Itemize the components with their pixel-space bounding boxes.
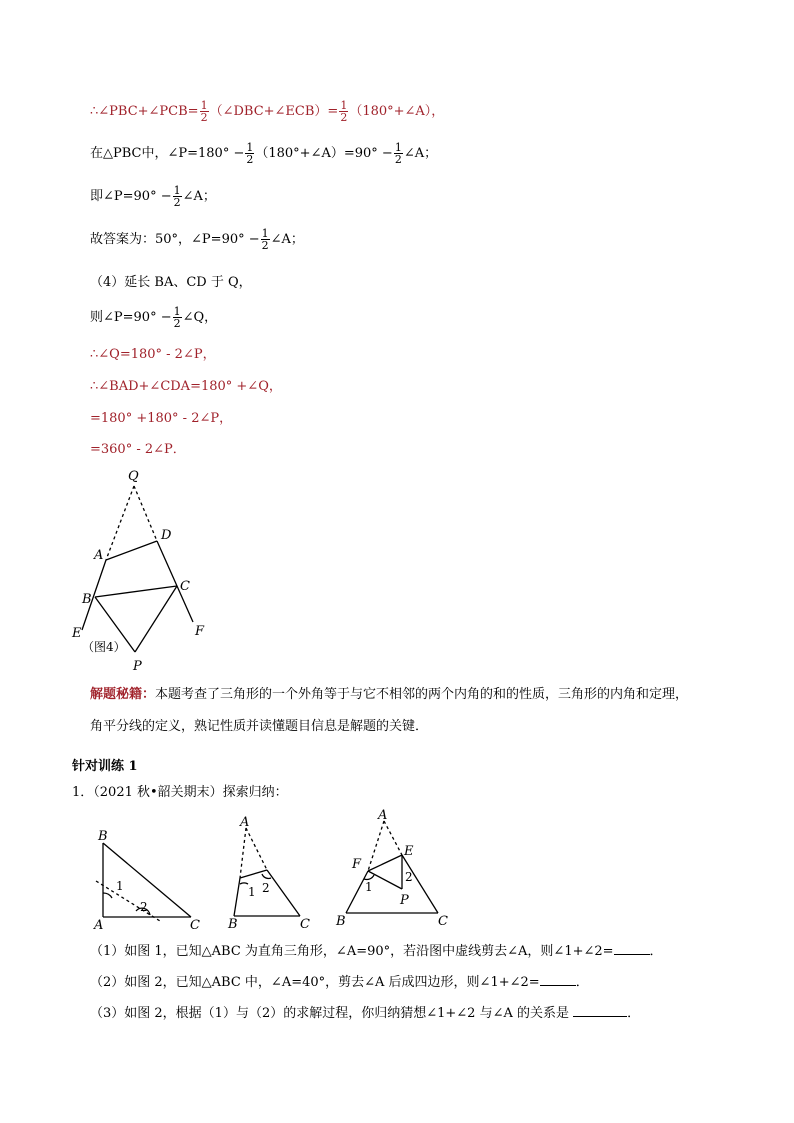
fig3-label-b: B <box>336 914 346 929</box>
question-2 <box>90 973 589 992</box>
fraction-half: $\frac{1}{2}$ <box>200 99 208 124</box>
fig3-dashed-a-f <box>368 821 384 871</box>
label-b: B <box>82 592 92 607</box>
question-1-text: （1）如图 1，已知△ABC 为直角三角形，∠A=90°，若沿图中虚线剪去∠A，则∠1+∠2= <box>90 944 614 959</box>
label-f: F <box>195 624 205 639</box>
fraction-half: $\frac{1}{2}$ <box>261 227 269 252</box>
fraction-half: $\frac{1}{2}$ <box>246 141 254 166</box>
question-3 <box>90 1004 640 1023</box>
figure-4-caption: （图4） <box>82 640 126 654</box>
fig2-label-c: C <box>300 917 310 932</box>
fraction-half: $\frac{1}{2}$ <box>394 141 402 166</box>
tips-text: 角平分线的定义，熟记性质并读懂题目信息是解题的关键． <box>90 719 429 734</box>
question-1 <box>90 942 663 961</box>
fig2-cut-line <box>240 870 267 878</box>
question-intro-text: 1．（2021 秋•韶关期末）探索归纳： <box>72 785 288 800</box>
solution-line-1 <box>90 100 444 123</box>
fig3-label-c: C <box>438 914 448 929</box>
solution-text: （∠DBC+∠ECB）= <box>209 104 339 119</box>
question-2-end: ． <box>575 975 589 990</box>
figure-3 <box>332 805 462 935</box>
fig2-label-a: A <box>240 815 250 830</box>
solution-text: （180°+∠A）=90° − <box>255 146 393 161</box>
question-3-end: ． <box>627 1006 641 1021</box>
fig1-label-a: A <box>94 918 104 933</box>
fig3-label-1: 1 <box>365 880 373 894</box>
fig2-line-b <box>234 878 240 916</box>
solution-text: 在△PBC中，∠P=180° − <box>90 146 245 161</box>
label-p: P <box>133 659 142 674</box>
fig2-dashed-a2 <box>246 828 267 870</box>
tips-line-2 <box>90 718 428 736</box>
solution-line-3 <box>90 185 216 208</box>
label-e: E <box>72 626 82 641</box>
fig1-cut-line <box>96 881 160 921</box>
solution-line-5 <box>90 274 252 292</box>
fraction-half: $\frac{1}{2}$ <box>173 184 181 209</box>
fig3-label-e: E <box>404 844 414 859</box>
tips-label: 解题秘籍： <box>90 687 156 702</box>
figure-2 <box>222 812 322 936</box>
tips-text: 本题考查了三角形的一个外角等于与它不相邻的两个内角的和的性质，三角形的内角和定理， <box>155 687 689 702</box>
solution-text: ∠A； <box>270 232 304 247</box>
answer-blank-2[interactable] <box>540 973 576 986</box>
line-ad <box>106 541 157 560</box>
solution-text: （4）延长 BA、CD 于 Q， <box>90 275 252 290</box>
solution-line-8 <box>90 378 282 396</box>
question-3-text: （3）如图 2，根据（1）与（2）的求解过程，你归纳猜想∠1+∠2 与∠A 的关系是 <box>90 1006 569 1021</box>
label-d: D <box>161 528 172 543</box>
fig3-label-p: P <box>400 893 409 908</box>
solution-line-9 <box>90 410 232 428</box>
tips-line-1 <box>90 686 688 704</box>
solution-text: （180°+∠A）， <box>349 104 445 119</box>
question-1-end: ． <box>649 944 663 959</box>
dashed-line-qd <box>134 486 157 541</box>
fig1-label-c: C <box>190 918 200 933</box>
answer-blank-1[interactable] <box>614 942 650 955</box>
fraction-half: $\frac{1}{2}$ <box>173 305 181 330</box>
fig3-line-fe <box>368 855 402 871</box>
solution-text: ∠A； <box>403 146 438 161</box>
fig2-dashed-a1 <box>240 828 246 878</box>
label-c: C <box>180 579 190 594</box>
solution-line-7 <box>90 346 216 364</box>
line-bc <box>95 586 177 597</box>
fig1-label-2: 2 <box>140 900 148 914</box>
label-q: Q <box>128 469 139 484</box>
solution-text: ∠Q， <box>182 310 218 325</box>
solution-text: =180° +180° - 2∠P， <box>90 411 233 426</box>
line-cp <box>135 586 177 652</box>
solution-text: 故答案为：50°，∠P=90° − <box>90 232 260 247</box>
fig3-dashed-a-e <box>384 821 402 855</box>
fig2-label-b: B <box>228 917 238 932</box>
fig3-line-fp <box>368 871 402 889</box>
fig2-line-c <box>267 870 300 916</box>
solution-text: 即∠P=90° − <box>90 189 172 204</box>
figure-4 <box>60 462 260 682</box>
solution-line-6 <box>90 306 217 329</box>
solution-text: ∴∠BAD+∠CDA=180° +∠Q， <box>90 379 282 394</box>
solution-line-4 <box>90 228 304 251</box>
section-title: 针对训练 1 <box>72 759 138 774</box>
fig2-angle-1-arc <box>240 883 248 884</box>
solution-text: 则∠P=90° − <box>90 310 172 325</box>
label-a: A <box>94 548 104 563</box>
dashed-line-qa <box>106 486 134 560</box>
solution-text: ∠A； <box>182 189 216 204</box>
fig2-label-1: 1 <box>248 885 256 899</box>
fig3-label-2: 2 <box>405 870 413 884</box>
figure-1 <box>88 825 208 935</box>
solution-text: ∴∠Q=180° - 2∠P， <box>90 347 216 362</box>
solution-text: =360° - 2∠P． <box>90 442 186 457</box>
fig1-angle-1-arc <box>103 893 112 898</box>
question-intro <box>72 784 288 802</box>
fig2-label-2: 2 <box>262 881 270 895</box>
fig1-label-1: 1 <box>116 879 124 893</box>
solution-line-2 <box>90 142 437 165</box>
solution-text: ∴∠PBC+∠PCB= <box>90 104 199 119</box>
fraction-half: $\frac{1}{2}$ <box>340 99 348 124</box>
answer-blank-3[interactable] <box>573 1004 627 1017</box>
fig3-label-f: F <box>352 857 362 872</box>
question-2-text: （2）如图 2，已知△ABC 中，∠A=40°，剪去∠A 后成四边形，则∠1+∠2= <box>90 975 540 990</box>
fig3-label-a: A <box>378 808 388 823</box>
fig1-label-b: B <box>98 829 108 844</box>
solution-line-10 <box>90 441 186 459</box>
